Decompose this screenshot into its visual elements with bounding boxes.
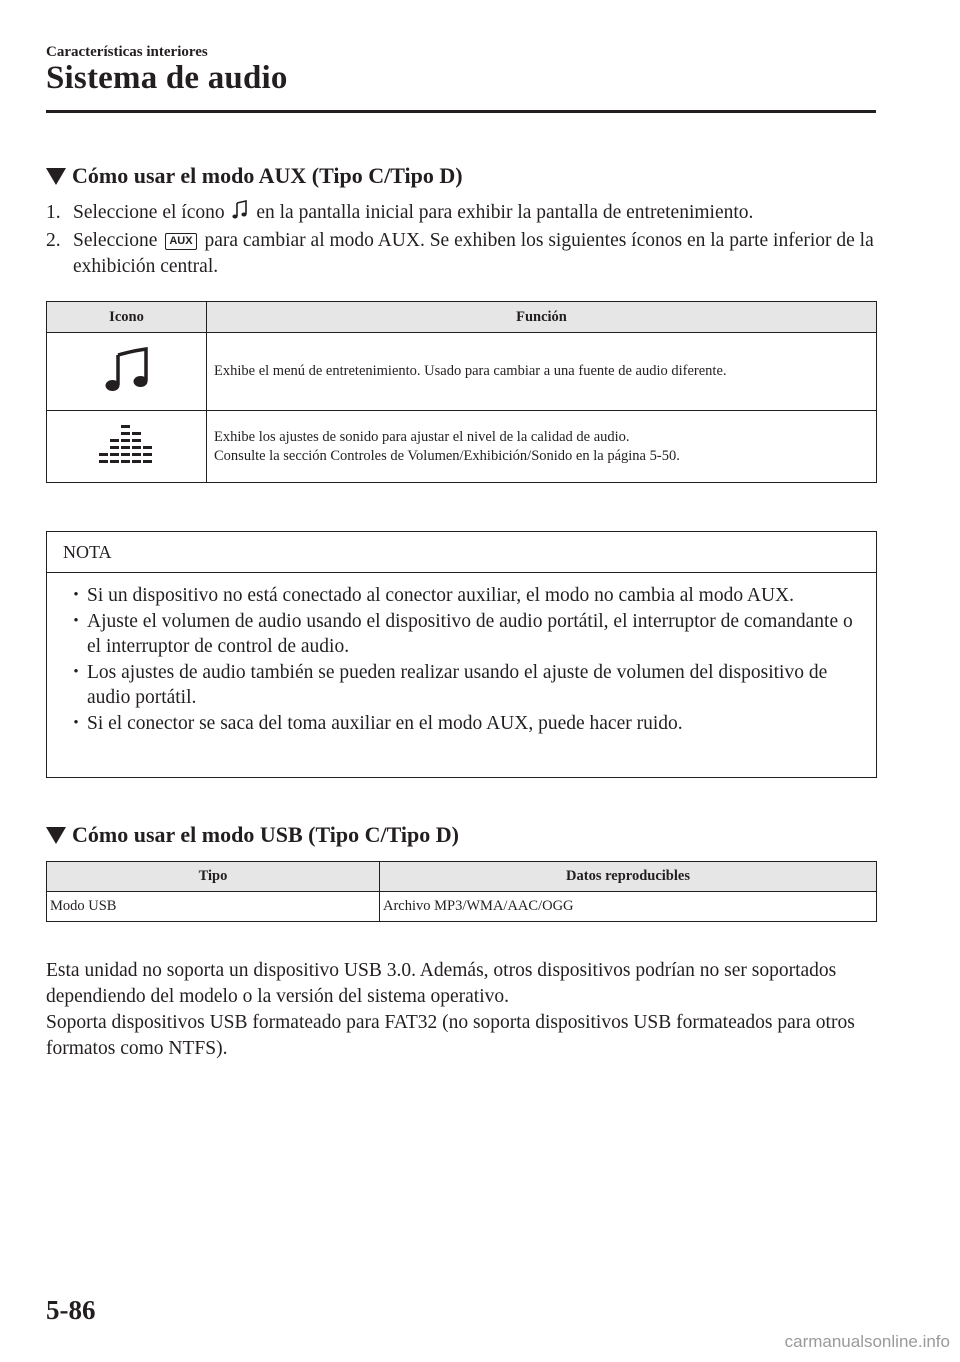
- bullet-icon: •: [73, 587, 79, 603]
- aux-steps: [46, 200, 876, 280]
- title-rule: [46, 110, 876, 113]
- table-row: [47, 333, 877, 411]
- table-cell: Archivo MP3/WMA/AAC/OGG: [380, 892, 877, 922]
- music-note-icon: [104, 345, 150, 393]
- paragraph-text: Esta unidad no soporta un dispositivo USB 3.0. Además, otros dispositivos podrían no ser soportados dependiendo del modelo o la versión del sistema operativo.: [46, 960, 837, 1007]
- step-text: en la pantalla inicial para exhibir la pantalla de entretenimiento.: [256, 202, 754, 223]
- page-title: Sistema de audio: [46, 60, 288, 96]
- paragraph-text: Soporta dispositivos USB formateado para FAT32 (no soporta dispositivos USB formateados para otros formatos como NTFS).: [46, 1012, 855, 1059]
- section-label: Características interiores: [46, 44, 208, 60]
- music-note-icon: [232, 200, 248, 228]
- table-row: [47, 892, 877, 922]
- equalizer-icon: [99, 424, 155, 464]
- aux-heading-text: Cómo usar el modo AUX (Tipo C/Tipo D): [72, 163, 463, 188]
- usb-heading-text: Cómo usar el modo USB (Tipo C/Tipo D): [72, 822, 459, 847]
- bullet-icon: •: [73, 663, 79, 680]
- list-item: • Si un dispositivo no está conectado al conector auxiliar, el modo no cambia al modo AUX.: [65, 583, 856, 609]
- usb-formats-table: [46, 861, 877, 922]
- note-title: NOTA: [47, 532, 876, 573]
- function-text: Consulte la sección Controles de Volumen/Exhibición/Sonido en la página 5-50.: [214, 447, 680, 464]
- icon-function-table: [46, 301, 877, 483]
- note-list: [47, 573, 876, 736]
- step-1: [46, 200, 876, 228]
- step-text: para cambiar al modo AUX. Se exhiben los siguientes íconos en la parte inferior de la exhibición central.: [73, 230, 874, 277]
- bullet-icon: •: [73, 612, 79, 629]
- col-header-type: Tipo: [47, 862, 380, 892]
- page-number: 5-86: [46, 1295, 96, 1325]
- col-header-data: Datos reproducibles: [380, 862, 877, 892]
- watermark: carmanualsonline.info: [784, 1332, 950, 1351]
- usb-paragraph: [46, 958, 876, 1062]
- step-text: Seleccione: [73, 230, 158, 251]
- list-item: • Los ajustes de audio también se pueden realizar usando el ajuste de volumen del dispositivo de audio portátil.: [65, 660, 856, 711]
- step-text: Seleccione el ícono: [73, 202, 225, 223]
- note-box: [46, 531, 877, 778]
- list-item: • Ajuste el volumen de audio usando el dispositivo de audio portátil, el interruptor de comandante o el interruptor de control de audio.: [65, 609, 856, 660]
- icon-cell: [47, 333, 207, 411]
- step-number: 1.: [46, 202, 61, 223]
- table-header-row: [47, 862, 877, 892]
- function-text: Exhibe los ajustes de sonido para ajustar el nivel de la calidad de audio.: [214, 428, 630, 445]
- table-row: [47, 411, 877, 483]
- col-header-function: Función: [207, 302, 877, 333]
- step-number: 2.: [46, 230, 61, 251]
- list-item: • Si el conector se saca del toma auxiliar en el modo AUX, puede hacer ruido.: [65, 711, 856, 737]
- triangle-bullet-icon: [46, 827, 66, 844]
- function-text: Exhibe el menú de entretenimiento. Usado para cambiar a una fuente de audio diferente.: [214, 363, 727, 379]
- bullet-icon: •: [73, 714, 79, 731]
- aux-button-icon: AUX: [165, 233, 196, 250]
- triangle-bullet-icon: [46, 168, 66, 185]
- usb-heading: [46, 822, 459, 848]
- table-header-row: [47, 302, 877, 333]
- aux-heading: [46, 163, 463, 189]
- table-cell: Modo USB: [47, 892, 380, 922]
- icon-cell: [47, 411, 207, 483]
- step-2: [46, 228, 876, 280]
- col-header-icon: Icono: [47, 302, 207, 333]
